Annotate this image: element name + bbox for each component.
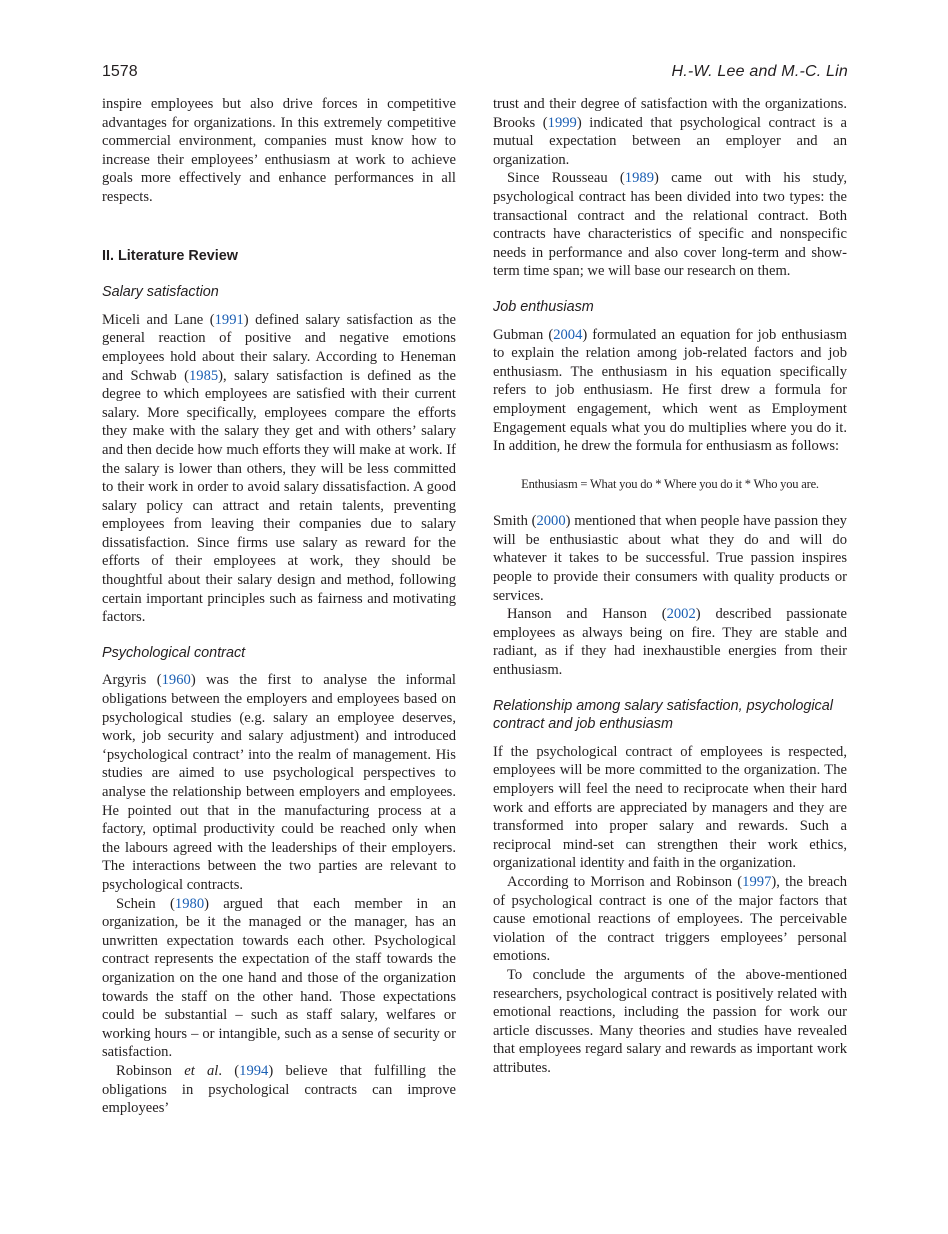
citation-link-2002[interactable]: 2002 [666,606,696,623]
paragraph-brooks: trust and their degree of satisfaction with the organizations. Brooks (1999) indicated that psychological contract is a mutual expectation between an employer and an organization. [493,96,847,168]
paragraph-reciprocation: If the psychological contract of employees is respected, employees will be more committed to the organization. The employers will feel the need to reciprocate when their hard work and efforts are appreciated by managers and they are transformed into proper salary and rewards. Such a reciprocal mind-set can strengthen their work ethics, organizational identity and faith in the organization. [493,743,847,872]
intro-paragraph: inspire employees but also drive forces in competitive advantages for organizations. In this extremely competitive commercial environment, companies must know how to increase their employees’ enthusiasm at work to achieve goals more effectively and enhance performances in all respects. [102,96,456,205]
paragraph-argyris: Argyris (1960) was the first to analyse the informal obligations between the employers and employees based on psychological studies (e.g. salary an employee deserves, work, job security and salary adjustment) and introduced ‘psychological contract’ into the realm of management. His studies are aimed to use psychological perspectives to analyse the relationship between employers and employees. He pointed out that in the manufacturing process at a factory, optimal productivity could be reached only when the labours agreed with the leaderships of their employers. The interactions between the two parties are relevant to psychological contracts. [102,672,456,893]
paragraph-rousseau: Since Rousseau (1989) came out with his study, psychological contract has been divided into two types: the transactional contract and the relational contract. Both contracts have characteristics of specific and nonspecific needs in performance and also cover long-term and show-term time span; we will base our research on them. [493,170,847,280]
subheading-relationship: Relationship among salary satisfaction, psychological contract and job enthusiasm [493,697,833,733]
citation-link-1980[interactable]: 1980 [174,895,205,912]
citation-link-1960[interactable]: 1960 [161,672,191,689]
page-number: 1578 [102,63,138,80]
paragraph-conclusion: To conclude the arguments of the above-mentioned researchers, psychological contract is positively related with emotional reactions, including the passion for work our article discusses. Many theories and studies have revealed that employees regard salary and rewards as important work attributes. [493,966,847,1076]
enthusiasm-equation: Enthusiasm = What you do * Where you do it * Who you are. [521,476,819,491]
paragraph-hanson: Hanson and Hanson (2002) described passionate employees as always being on fire. They are stable and radiant, as if they had inexhaustible energies from their enthusiasm. [493,606,847,679]
citation-link-1985[interactable]: 1985 [188,367,219,384]
citation-link-1994[interactable]: 1994 [239,1062,269,1079]
paragraph-morrison: According to Morrison and Robinson (1997), the breach of psychological contract is one of the major factors that cause emotional reactions of employees. The perceivable violation of the contract triggers employees’ personal emotions. [493,873,847,965]
subheading-job-enthusiasm: Job enthusiasm [493,298,594,315]
citation-link-2000[interactable]: 2000 [536,513,566,530]
paragraph-robinson: Robinson et al. (1994) believe that fulfilling the obligations in psychological contracts can improve employees’ [102,1062,456,1117]
right-column [493,95,847,1078]
citation-link-1991[interactable]: 1991 [214,311,244,328]
paragraph-smith: Smith (2000) mentioned that when people have passion they will be enthusiastic about what they do and will do whatever it takes to be successful. True passion inspires people to provide their consumers with quality products or services. [493,513,847,604]
citation-link-1997[interactable]: 1997 [742,873,772,890]
left-column [102,95,456,1118]
paragraph-salary-satisfaction: Miceli and Lane (1991) defined salary satisfaction as the general reaction of positive and negative emotions employees hold about their salary. According to Heneman and Schwab (1985), salary satisfaction is defined as the degree to which employees are satisfied with their current salary. More specifically, employees compare the efforts they make with the salary they get and with others’ salary and then decide how much efforts they will make at work. If the salary is lower than others, they will be less committed to their work in order to avoid salary dissatisfaction. A good salary policy can attract and retain talents, preventing employees from leaving their companies due to salary dissatisfaction. Since firms use salary as reward for the efforts of their employees at work, they should be thoughtful about their salary design and method, following certain important principles such as fairness and motivating factors. [102,311,457,626]
citation-link-1989[interactable]: 1989 [624,170,654,187]
paragraph-gubman: Gubman (2004) formulated an equation for job enthusiasm to explain the relation among job-related factors and job enthusiasm. The enthusiasm in his equation specifically refers to job enthusiasm. He first drew a formula for employment engagement, which went as Employment Engagement equals what you do multiplies where you do it. In addition, he drew the formula for enthusiasm as follows: [493,326,847,455]
subheading-salary-satisfaction: Salary satisfaction [102,284,219,301]
paragraph-schein: Schein (1980) argued that each member in an organization, be it the managed or the manager, has an unwritten expectation towards each other. Psychological contract represents the expectation of the staff towards the organization on the one hand and those of the organization towards the staff on the other hand. Those expectations could be substantial – such as staff salary, welfares or working hours – or intangible, such as a sense of security or satisfaction. [102,895,456,1061]
citation-link-1999[interactable]: 1999 [547,114,577,131]
section-heading-literature-review: II. Literature Review [102,247,238,264]
citation-link-2004[interactable]: 2004 [553,326,583,343]
running-head-authors: H.-W. Lee and M.-C. Lin [671,63,848,80]
page-header [102,63,848,83]
subheading-psychological-contract: Psychological contract [102,644,246,661]
